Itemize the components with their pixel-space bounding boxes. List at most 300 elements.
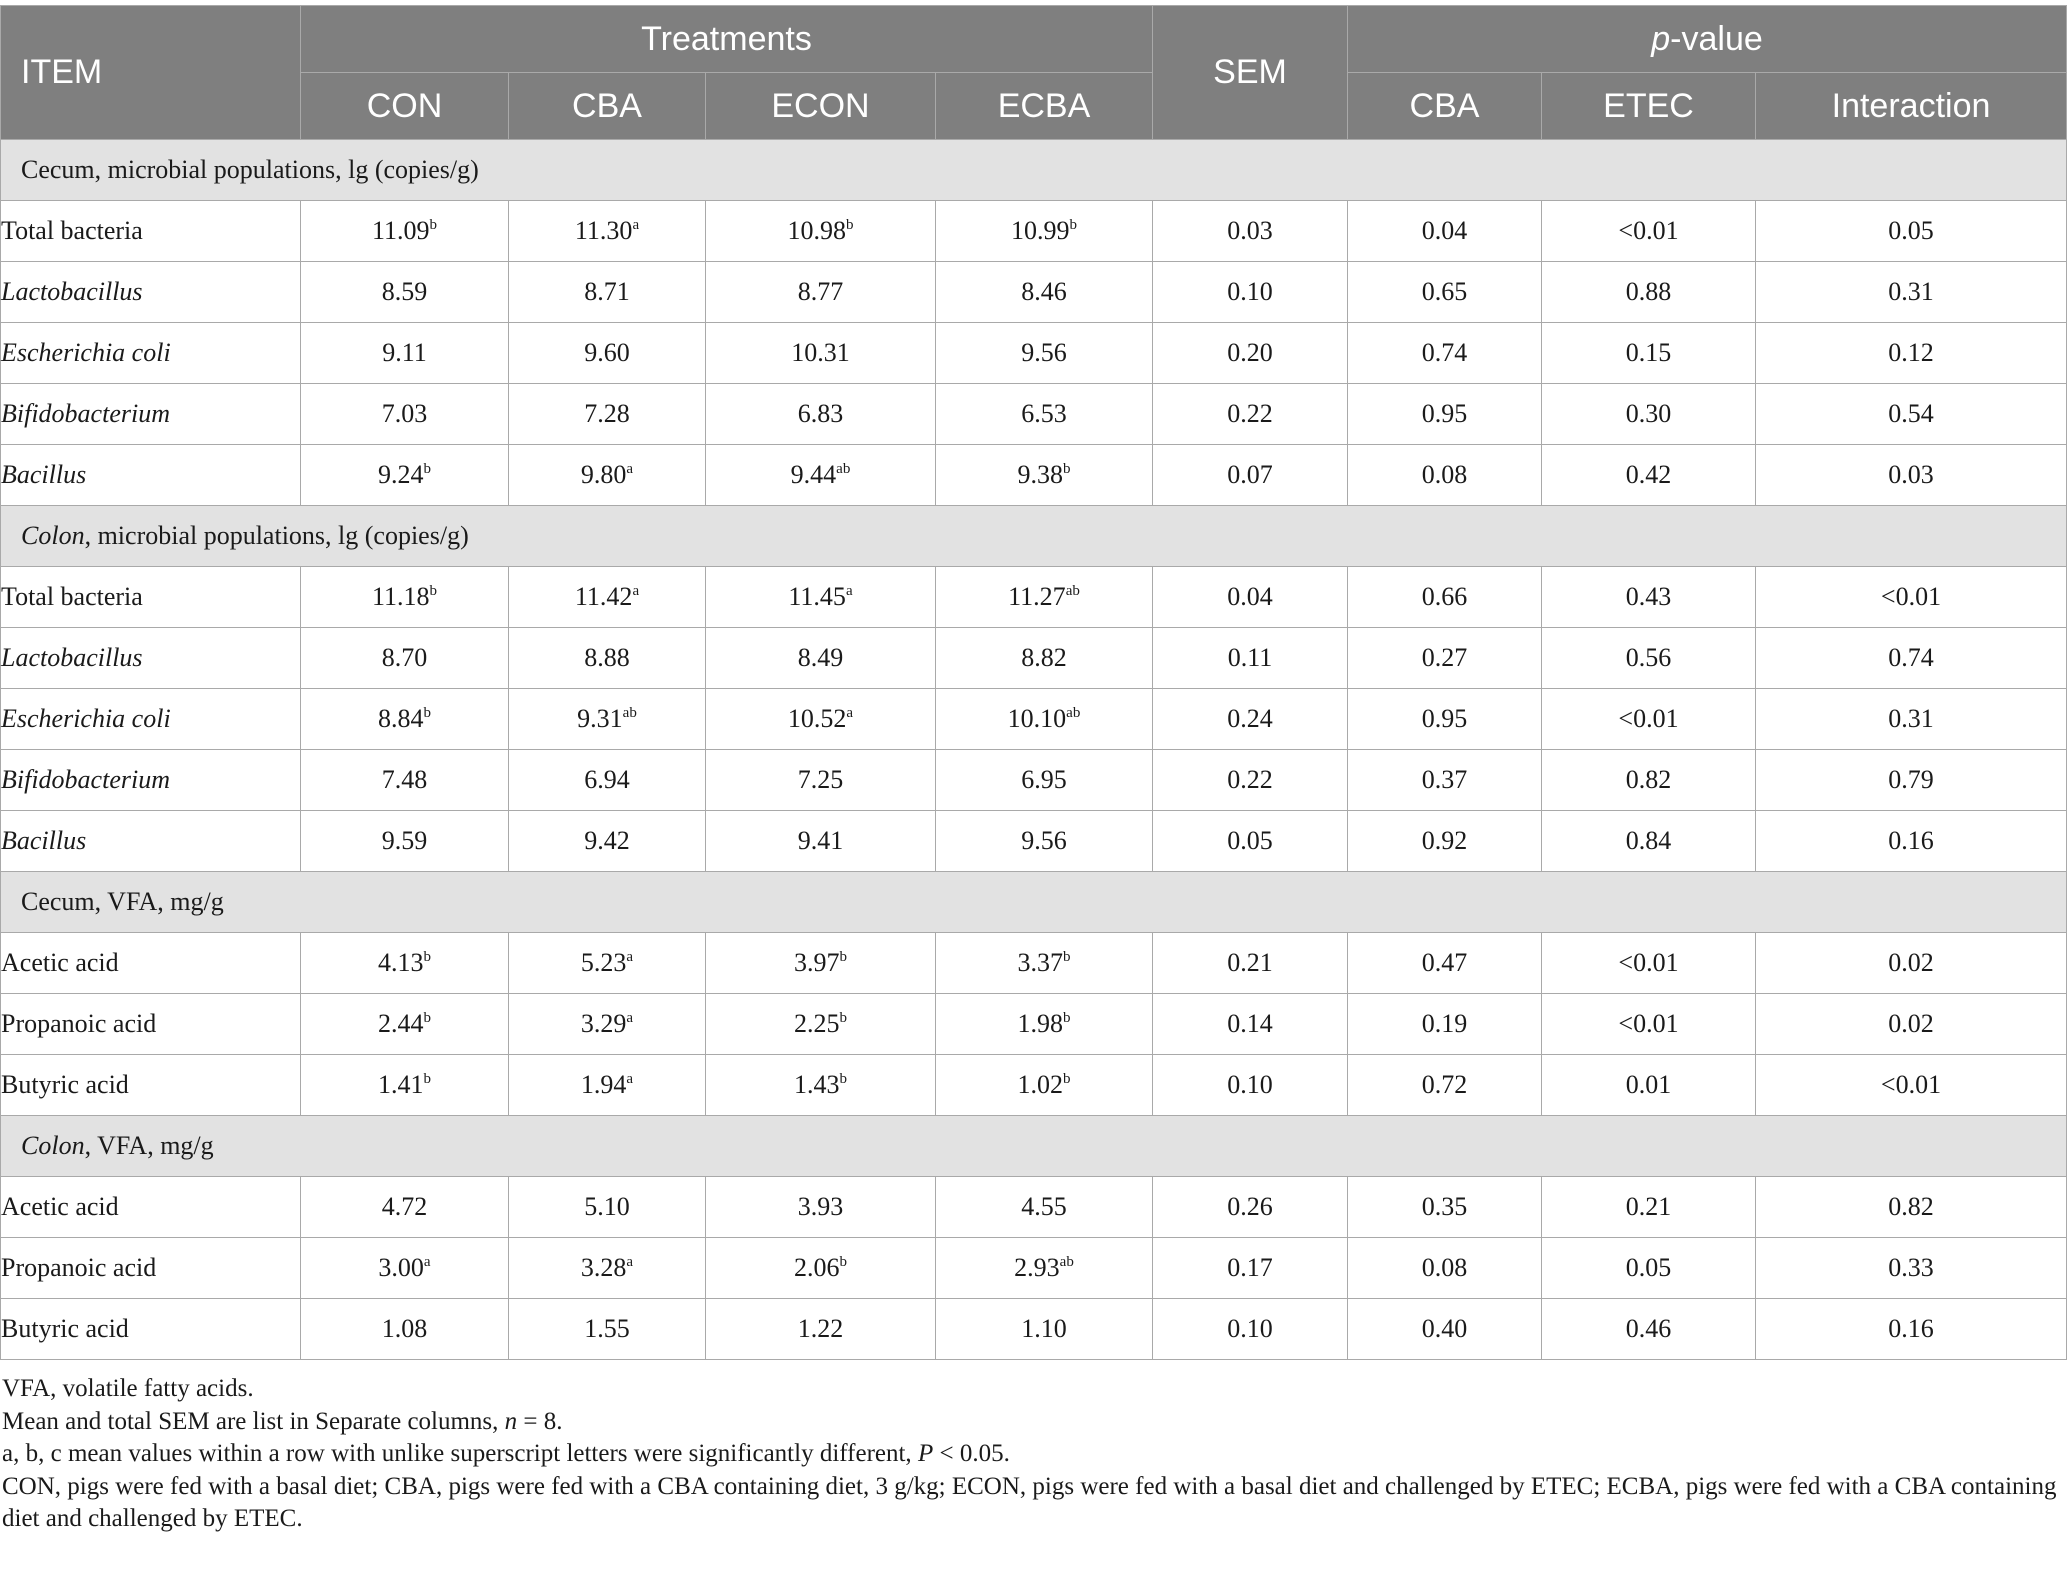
p-value: 0.21 bbox=[1542, 1177, 1756, 1238]
significance-letter: a bbox=[626, 1071, 634, 1087]
sem-value: 0.24 bbox=[1153, 689, 1348, 750]
treatment-value: 11.27 bbox=[1008, 582, 1066, 611]
treatment-value: 3.29 bbox=[580, 1009, 627, 1038]
significance-letter: b bbox=[423, 705, 431, 721]
table-row bbox=[1, 994, 2067, 1055]
treatment-value-cell bbox=[706, 628, 936, 689]
row-label-text: Propanoic acid bbox=[1, 1253, 157, 1282]
section-title-text: Cecum, VFA, mg/g bbox=[21, 887, 224, 916]
treatment-value-cell bbox=[936, 750, 1153, 811]
section-header-row bbox=[1, 140, 2067, 201]
treatments-header: Treatments bbox=[301, 6, 1153, 73]
row-label-text: Acetic acid bbox=[1, 1192, 119, 1221]
footnote-sig-p: P bbox=[917, 1440, 934, 1467]
treatment-value-cell bbox=[936, 201, 1153, 262]
footnotes bbox=[2, 1373, 2062, 1536]
treatment-value-cell bbox=[301, 1055, 509, 1116]
significance-letter: b bbox=[1063, 1010, 1071, 1026]
p-value: 0.12 bbox=[1756, 323, 2067, 384]
sem-value: 0.11 bbox=[1153, 628, 1348, 689]
p-value: 0.31 bbox=[1756, 262, 2067, 323]
row-label bbox=[1, 811, 301, 872]
treatment-value: 8.46 bbox=[1021, 277, 1067, 306]
significance-letter: a bbox=[423, 1254, 431, 1270]
treatment-value-cell bbox=[706, 1299, 936, 1360]
row-label-text: Escherichia coli bbox=[1, 704, 171, 733]
treatment-value: 5.10 bbox=[584, 1192, 630, 1221]
treatment-value-cell bbox=[936, 445, 1153, 506]
treatment-value-cell bbox=[936, 1238, 1153, 1299]
treatment-value: 9.24 bbox=[378, 460, 424, 489]
sem-value: 0.07 bbox=[1153, 445, 1348, 506]
treatment-value-cell bbox=[509, 689, 706, 750]
significance-letter: b bbox=[1069, 217, 1077, 233]
sem-value: 0.20 bbox=[1153, 323, 1348, 384]
significance-letter: a bbox=[626, 1010, 634, 1026]
treatment-value-cell bbox=[706, 1177, 936, 1238]
p-value: 0.16 bbox=[1756, 1299, 2067, 1360]
table-row bbox=[1, 628, 2067, 689]
treatment-value-cell bbox=[509, 323, 706, 384]
results-table bbox=[0, 5, 2067, 1360]
table-row bbox=[1, 811, 2067, 872]
row-label-text: Escherichia coli bbox=[1, 338, 171, 367]
treatment-value: 1.22 bbox=[797, 1314, 844, 1343]
p-value: <0.01 bbox=[1542, 933, 1756, 994]
footnote-significance bbox=[2, 1438, 2062, 1471]
p-value: 0.02 bbox=[1756, 933, 2067, 994]
treatment-value-cell bbox=[301, 262, 509, 323]
p-value: 0.88 bbox=[1542, 262, 1756, 323]
row-label bbox=[1, 445, 301, 506]
treatment-value: 9.59 bbox=[381, 826, 428, 855]
p-value: 0.46 bbox=[1542, 1299, 1756, 1360]
treatment-value-cell bbox=[509, 1238, 706, 1299]
treatment-value: 9.42 bbox=[584, 826, 630, 855]
p-value: 0.19 bbox=[1348, 994, 1542, 1055]
treatment-value-cell bbox=[936, 384, 1153, 445]
treatment-value-cell bbox=[509, 1299, 706, 1360]
footnote-sem-n: n bbox=[504, 1407, 518, 1435]
significance-letter: a bbox=[846, 705, 854, 721]
treatment-value-cell bbox=[706, 1055, 936, 1116]
treatment-value-cell bbox=[706, 384, 936, 445]
treatment-value-cell bbox=[706, 567, 936, 628]
treatment-value-cell bbox=[301, 994, 509, 1055]
section-title-italic: Colon bbox=[21, 521, 85, 550]
significance-letter: ab bbox=[1065, 583, 1080, 599]
treatment-value-cell bbox=[936, 1299, 1153, 1360]
treatment-value-cell bbox=[706, 262, 936, 323]
p-value: 0.66 bbox=[1348, 567, 1542, 628]
treatment-value: 1.08 bbox=[381, 1314, 428, 1343]
table-row bbox=[1, 1177, 2067, 1238]
treatment-value-cell bbox=[509, 201, 706, 262]
treatment-value-cell bbox=[509, 628, 706, 689]
treatment-value: 2.06 bbox=[794, 1253, 840, 1282]
treatment-value-cell bbox=[509, 445, 706, 506]
treatment-value: 11.45 bbox=[788, 582, 846, 611]
row-label-text: Total bacteria bbox=[1, 582, 143, 611]
treatment-value-cell bbox=[509, 994, 706, 1055]
treatment-value: 9.31 bbox=[577, 704, 623, 733]
treatment-value: 6.94 bbox=[584, 765, 630, 794]
p-value: 0.08 bbox=[1348, 445, 1542, 506]
sem-value: 0.17 bbox=[1153, 1238, 1348, 1299]
significance-letter: ab bbox=[1066, 705, 1081, 721]
treatment-value-cell bbox=[301, 323, 509, 384]
p-value: <0.01 bbox=[1756, 567, 2067, 628]
treatment-value-cell bbox=[706, 201, 936, 262]
treatment-value: 9.44 bbox=[790, 460, 837, 489]
footnote-sig-suffix: < 0.05. bbox=[933, 1440, 1010, 1467]
treatment-value: 7.03 bbox=[381, 399, 428, 428]
p-value: <0.01 bbox=[1542, 201, 1756, 262]
treatment-value-cell bbox=[509, 811, 706, 872]
p-value: 0.35 bbox=[1348, 1177, 1542, 1238]
p-value: 0.92 bbox=[1348, 811, 1542, 872]
footnote-abbreviations: CON, pigs were fed with a basal diet; CBA, pigs were fed with a CBA containing diet, 3 g/kg; ECON, pigs were fed with a basal diet and challenged by ETEC; ECBA, pigs were fed with a CBA containing diet and challenged by ETEC. bbox=[2, 1472, 2057, 1532]
treatment-value: 2.93 bbox=[1014, 1253, 1060, 1282]
significance-letter: b bbox=[423, 1071, 431, 1087]
sem-header: SEM bbox=[1153, 6, 1348, 140]
treatment-value-cell bbox=[936, 1177, 1153, 1238]
section-header-row bbox=[1, 1116, 2067, 1177]
p-value: <0.01 bbox=[1756, 1055, 2067, 1116]
footnote-sem-prefix: Mean and total SEM are list in Separate columns, bbox=[2, 1407, 505, 1435]
p-value: 0.15 bbox=[1542, 323, 1756, 384]
p-value: 0.74 bbox=[1756, 628, 2067, 689]
significance-letter: a bbox=[845, 583, 853, 599]
significance-letter: ab bbox=[1059, 1254, 1074, 1270]
p-value: 0.47 bbox=[1348, 933, 1542, 994]
treatment-value-cell bbox=[706, 750, 936, 811]
row-label bbox=[1, 750, 301, 811]
row-label-text: Acetic acid bbox=[1, 948, 119, 977]
p-value: 0.54 bbox=[1756, 384, 2067, 445]
p-value: <0.01 bbox=[1542, 689, 1756, 750]
treatment-value: 10.10 bbox=[1007, 704, 1067, 733]
treatment-col-header: ECON bbox=[706, 73, 936, 140]
treatment-value-cell bbox=[706, 811, 936, 872]
treatment-value-cell bbox=[936, 567, 1153, 628]
row-label-text: Bifidobacterium bbox=[1, 399, 170, 428]
sem-value: 0.22 bbox=[1153, 384, 1348, 445]
footnote-sem-suffix: = 8. bbox=[517, 1407, 563, 1435]
treatment-value: 3.97 bbox=[794, 948, 840, 977]
row-label-text: Lactobacillus bbox=[1, 277, 143, 306]
pvalue-suffix: -value bbox=[1670, 19, 1763, 58]
significance-letter: a bbox=[632, 217, 640, 233]
treatment-value-cell bbox=[706, 933, 936, 994]
section-title-text: , microbial populations, lg (copies/g) bbox=[84, 521, 469, 550]
treatment-value-cell bbox=[509, 262, 706, 323]
row-label bbox=[1, 994, 301, 1055]
significance-letter: b bbox=[846, 217, 854, 233]
pvalue-header bbox=[1348, 6, 2067, 73]
treatment-value: 9.56 bbox=[1021, 826, 1067, 855]
p-value: 0.33 bbox=[1756, 1238, 2067, 1299]
treatment-value-cell bbox=[301, 567, 509, 628]
treatment-value: 10.52 bbox=[787, 704, 847, 733]
p-value: 0.95 bbox=[1348, 384, 1542, 445]
significance-letter: a bbox=[626, 949, 634, 965]
row-label-text: Bacillus bbox=[1, 460, 87, 489]
treatment-value: 1.55 bbox=[584, 1314, 630, 1343]
significance-letter: b bbox=[429, 583, 438, 599]
sem-value: 0.05 bbox=[1153, 811, 1348, 872]
table-row bbox=[1, 262, 2067, 323]
treatment-value: 1.02 bbox=[1017, 1070, 1063, 1099]
row-label-text: Butyric acid bbox=[1, 1070, 129, 1099]
significance-letter: b bbox=[839, 949, 847, 965]
section-title-text: , VFA, mg/g bbox=[84, 1131, 214, 1160]
row-label-text: Propanoic acid bbox=[1, 1009, 157, 1038]
treatment-value: 4.13 bbox=[378, 948, 424, 977]
significance-letter: b bbox=[429, 217, 438, 233]
p-value: 0.30 bbox=[1542, 384, 1756, 445]
p-value: 0.82 bbox=[1756, 1177, 2067, 1238]
treatment-value: 9.11 bbox=[382, 338, 427, 367]
p-value: 0.42 bbox=[1542, 445, 1756, 506]
section-header-row bbox=[1, 506, 2067, 567]
p-value: 0.40 bbox=[1348, 1299, 1542, 1360]
p-value: 0.43 bbox=[1542, 567, 1756, 628]
treatment-value: 6.53 bbox=[1021, 399, 1067, 428]
p-value: 0.72 bbox=[1348, 1055, 1542, 1116]
significance-letter: ab bbox=[836, 461, 851, 477]
treatment-value-cell bbox=[301, 750, 509, 811]
treatment-col-header: CON bbox=[301, 73, 509, 140]
treatment-value: 11.18 bbox=[371, 582, 430, 611]
treatment-value-cell bbox=[936, 994, 1153, 1055]
pvalue-col-header: ETEC bbox=[1542, 73, 1756, 140]
treatment-value-cell bbox=[301, 689, 509, 750]
section-title-italic: Colon bbox=[21, 1131, 85, 1160]
treatment-value: 8.88 bbox=[584, 643, 630, 672]
table-row bbox=[1, 1238, 2067, 1299]
treatment-value: 6.83 bbox=[797, 399, 844, 428]
treatment-value: 11.09 bbox=[371, 216, 430, 245]
section-title bbox=[1, 872, 2067, 933]
treatment-col-header: ECBA bbox=[936, 73, 1153, 140]
row-label bbox=[1, 323, 301, 384]
header-row-1 bbox=[1, 6, 2067, 73]
treatment-value: 8.70 bbox=[381, 643, 428, 672]
treatment-value-cell bbox=[936, 323, 1153, 384]
p-value: 0.84 bbox=[1542, 811, 1756, 872]
treatment-value-cell bbox=[936, 811, 1153, 872]
treatment-value: 8.71 bbox=[584, 277, 630, 306]
p-value: 0.08 bbox=[1348, 1238, 1542, 1299]
treatment-value: 10.31 bbox=[791, 338, 850, 367]
treatment-value-cell bbox=[509, 750, 706, 811]
significance-letter: a bbox=[626, 461, 634, 477]
treatment-value-cell bbox=[301, 933, 509, 994]
significance-letter: b bbox=[839, 1010, 847, 1026]
footnote-sig-prefix: a, b, c mean values within a row with unlike superscript letters were significantly different, bbox=[2, 1440, 918, 1467]
sem-value: 0.22 bbox=[1153, 750, 1348, 811]
treatment-value-cell bbox=[936, 1055, 1153, 1116]
treatment-value: 8.77 bbox=[797, 277, 844, 306]
treatment-value: 3.00 bbox=[378, 1253, 424, 1282]
treatment-value: 7.28 bbox=[584, 399, 630, 428]
item-header: ITEM bbox=[1, 6, 301, 140]
treatment-value-cell bbox=[509, 567, 706, 628]
section-header-row bbox=[1, 872, 2067, 933]
treatment-value: 7.48 bbox=[381, 765, 428, 794]
treatment-value: 3.28 bbox=[580, 1253, 627, 1282]
p-value: 0.03 bbox=[1756, 445, 2067, 506]
row-label bbox=[1, 1299, 301, 1360]
treatment-col-header: CBA bbox=[509, 73, 706, 140]
p-value: 0.31 bbox=[1756, 689, 2067, 750]
treatment-value: 3.37 bbox=[1017, 948, 1063, 977]
treatment-value: 2.44 bbox=[378, 1009, 424, 1038]
row-label-text: Butyric acid bbox=[1, 1314, 129, 1343]
p-value: 0.16 bbox=[1756, 811, 2067, 872]
treatment-value: 8.49 bbox=[797, 643, 844, 672]
treatment-value-cell bbox=[509, 384, 706, 445]
treatment-value-cell bbox=[706, 994, 936, 1055]
treatment-value: 4.72 bbox=[381, 1192, 428, 1221]
table-row bbox=[1, 1055, 2067, 1116]
p-value: 0.65 bbox=[1348, 262, 1542, 323]
pvalue-col-header: Interaction bbox=[1756, 73, 2067, 140]
treatment-value: 1.43 bbox=[794, 1070, 840, 1099]
p-value: 0.01 bbox=[1542, 1055, 1756, 1116]
treatment-value-cell bbox=[301, 628, 509, 689]
row-label bbox=[1, 262, 301, 323]
row-label bbox=[1, 1055, 301, 1116]
table-row bbox=[1, 750, 2067, 811]
treatment-value-cell bbox=[936, 628, 1153, 689]
treatment-value: 9.38 bbox=[1017, 460, 1063, 489]
treatment-value-cell bbox=[301, 1299, 509, 1360]
treatment-value: 8.59 bbox=[381, 277, 428, 306]
treatment-value: 5.23 bbox=[580, 948, 627, 977]
row-label-text: Total bacteria bbox=[1, 216, 143, 245]
treatment-value: 3.93 bbox=[797, 1192, 844, 1221]
treatment-value: 10.98 bbox=[787, 216, 846, 245]
p-value: 0.05 bbox=[1756, 201, 2067, 262]
significance-letter: b bbox=[423, 461, 431, 477]
table-row bbox=[1, 689, 2067, 750]
significance-letter: a bbox=[626, 1254, 634, 1270]
treatment-value-cell bbox=[936, 933, 1153, 994]
row-label-text: Lactobacillus bbox=[1, 643, 143, 672]
row-label bbox=[1, 628, 301, 689]
p-value: 0.02 bbox=[1756, 994, 2067, 1055]
p-value: 0.95 bbox=[1348, 689, 1542, 750]
treatment-value: 4.55 bbox=[1021, 1192, 1067, 1221]
treatment-value-cell bbox=[301, 384, 509, 445]
sem-value: 0.03 bbox=[1153, 201, 1348, 262]
row-label-text: Bifidobacterium bbox=[1, 765, 170, 794]
table-body bbox=[1, 140, 2067, 1360]
treatment-value: 6.95 bbox=[1021, 765, 1067, 794]
sem-value: 0.10 bbox=[1153, 1055, 1348, 1116]
table-row bbox=[1, 567, 2067, 628]
significance-letter: b bbox=[423, 949, 431, 965]
footnote-sem bbox=[2, 1406, 2062, 1439]
pvalue-italic-p: p bbox=[1651, 19, 1671, 58]
treatment-value-cell bbox=[509, 1055, 706, 1116]
treatment-value: 11.42 bbox=[574, 582, 633, 611]
treatment-value: 1.98 bbox=[1017, 1009, 1063, 1038]
treatment-value-cell bbox=[706, 445, 936, 506]
p-value: 0.79 bbox=[1756, 750, 2067, 811]
p-value: 0.27 bbox=[1348, 628, 1542, 689]
row-label bbox=[1, 933, 301, 994]
treatment-value: 8.84 bbox=[378, 704, 424, 733]
p-value: 0.04 bbox=[1348, 201, 1542, 262]
sem-value: 0.21 bbox=[1153, 933, 1348, 994]
section-title-text: Cecum, microbial populations, lg (copies/g) bbox=[21, 155, 479, 184]
treatment-value: 1.41 bbox=[378, 1070, 424, 1099]
treatment-value-cell bbox=[301, 811, 509, 872]
row-label bbox=[1, 1238, 301, 1299]
treatment-value-cell bbox=[301, 201, 509, 262]
treatment-value-cell bbox=[301, 1238, 509, 1299]
pvalue-col-header: CBA bbox=[1348, 73, 1542, 140]
footnote-vfa: VFA, volatile fatty acids. bbox=[2, 1375, 254, 1402]
table-row bbox=[1, 933, 2067, 994]
section-title bbox=[1, 1116, 2067, 1177]
treatment-value: 1.10 bbox=[1021, 1314, 1067, 1343]
treatment-value-cell bbox=[509, 1177, 706, 1238]
section-title bbox=[1, 140, 2067, 201]
significance-letter: a bbox=[632, 583, 640, 599]
significance-letter: ab bbox=[622, 705, 637, 721]
treatment-value-cell bbox=[301, 445, 509, 506]
significance-letter: b bbox=[839, 1254, 847, 1270]
row-label-text: Bacillus bbox=[1, 826, 87, 855]
p-value: 0.74 bbox=[1348, 323, 1542, 384]
sem-value: 0.10 bbox=[1153, 262, 1348, 323]
treatment-value-cell bbox=[706, 689, 936, 750]
treatment-value: 10.99 bbox=[1011, 216, 1070, 245]
row-label bbox=[1, 689, 301, 750]
treatment-value: 11.30 bbox=[574, 216, 633, 245]
treatment-value-cell bbox=[706, 323, 936, 384]
treatment-value: 2.25 bbox=[794, 1009, 840, 1038]
table-row bbox=[1, 384, 2067, 445]
treatment-value-cell bbox=[936, 262, 1153, 323]
p-value: 0.82 bbox=[1542, 750, 1756, 811]
row-label bbox=[1, 1177, 301, 1238]
header-row-2 bbox=[1, 73, 2067, 140]
significance-letter: b bbox=[423, 1010, 431, 1026]
sem-value: 0.04 bbox=[1153, 567, 1348, 628]
row-label bbox=[1, 384, 301, 445]
significance-letter: b bbox=[1063, 1071, 1071, 1087]
sem-value: 0.26 bbox=[1153, 1177, 1348, 1238]
sem-value: 0.10 bbox=[1153, 1299, 1348, 1360]
table-row bbox=[1, 445, 2067, 506]
p-value: 0.37 bbox=[1348, 750, 1542, 811]
significance-letter: b bbox=[839, 1071, 847, 1087]
treatment-value: 9.41 bbox=[797, 826, 844, 855]
section-title bbox=[1, 506, 2067, 567]
treatment-value: 8.82 bbox=[1021, 643, 1067, 672]
treatment-value-cell bbox=[936, 689, 1153, 750]
significance-letter: b bbox=[1063, 461, 1071, 477]
treatment-value: 9.60 bbox=[584, 338, 630, 367]
treatment-value-cell bbox=[301, 1177, 509, 1238]
p-value: 0.05 bbox=[1542, 1238, 1756, 1299]
treatment-value: 7.25 bbox=[797, 765, 844, 794]
